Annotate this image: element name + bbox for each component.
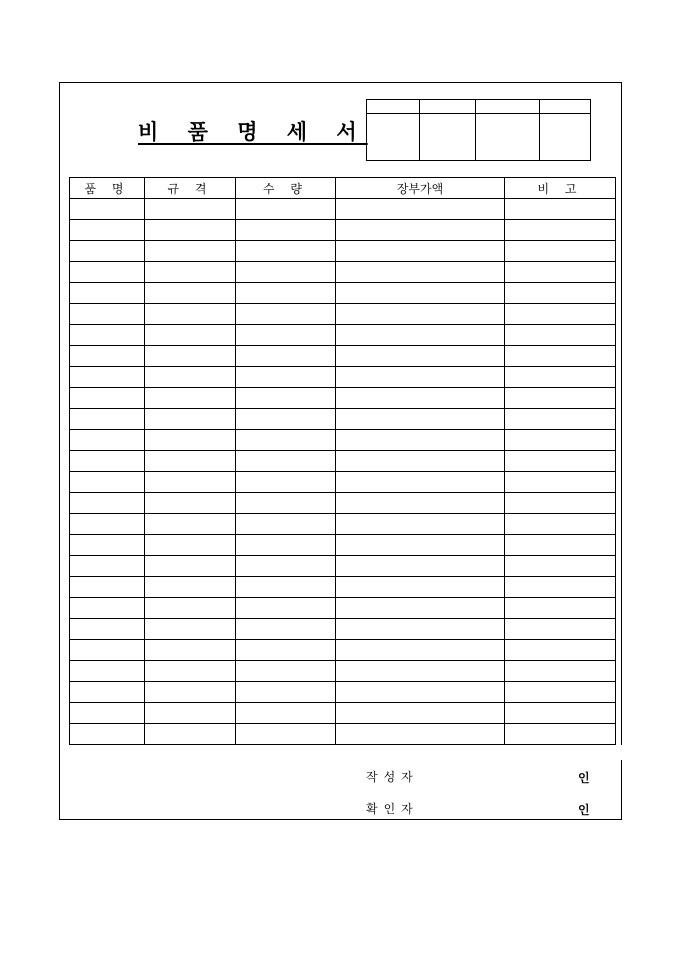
table-cell[interactable]	[236, 325, 336, 346]
table-cell[interactable]	[145, 493, 236, 514]
approval-box	[366, 99, 591, 161]
table-cell[interactable]	[145, 556, 236, 577]
table-cell[interactable]	[70, 346, 145, 367]
table-cell[interactable]	[336, 262, 505, 283]
table-cell[interactable]	[505, 409, 616, 430]
table-cell[interactable]	[505, 724, 616, 745]
table-cell[interactable]	[70, 241, 145, 262]
table-cell[interactable]	[336, 619, 505, 640]
table-cell[interactable]	[336, 325, 505, 346]
table-cell[interactable]	[336, 556, 505, 577]
table-cell[interactable]	[336, 283, 505, 304]
table-row	[70, 598, 616, 619]
table-row	[70, 367, 616, 388]
table-cell[interactable]	[70, 598, 145, 619]
table-row	[70, 430, 616, 451]
table-cell[interactable]	[336, 346, 505, 367]
table-cell[interactable]	[336, 367, 505, 388]
table-cell[interactable]	[236, 556, 336, 577]
table-cell[interactable]	[236, 598, 336, 619]
table-row	[70, 619, 616, 640]
table-row	[70, 409, 616, 430]
table-cell[interactable]	[336, 430, 505, 451]
table-cell[interactable]	[70, 472, 145, 493]
table-cell[interactable]	[145, 535, 236, 556]
table-cell[interactable]	[505, 535, 616, 556]
table-cell[interactable]	[336, 409, 505, 430]
table-cell[interactable]	[236, 304, 336, 325]
table-cell[interactable]	[145, 304, 236, 325]
table-cell[interactable]	[145, 682, 236, 703]
checker-seal: 인	[578, 803, 590, 817]
approval-header-cell[interactable]	[476, 100, 540, 114]
table-cell[interactable]	[505, 451, 616, 472]
table-cell[interactable]	[336, 220, 505, 241]
table-cell[interactable]	[145, 346, 236, 367]
table-cell[interactable]	[145, 577, 236, 598]
table-row	[70, 304, 616, 325]
table-cell[interactable]	[505, 262, 616, 283]
table-row	[70, 346, 616, 367]
table-cell[interactable]	[236, 703, 336, 724]
checker-label: 확인자	[366, 802, 419, 816]
table-cell[interactable]	[505, 514, 616, 535]
document-title: 비 품 명 세 서	[138, 119, 368, 144]
table-row	[70, 556, 616, 577]
table-row	[70, 493, 616, 514]
table-cell[interactable]	[505, 304, 616, 325]
table-cell[interactable]	[70, 451, 145, 472]
table-cell[interactable]	[236, 472, 336, 493]
table-row	[70, 262, 616, 283]
table-cell[interactable]	[70, 325, 145, 346]
table-cell[interactable]	[145, 661, 236, 682]
table-cell[interactable]	[236, 346, 336, 367]
table-cell[interactable]	[505, 199, 616, 220]
table-cell[interactable]	[236, 451, 336, 472]
table-cell[interactable]	[70, 619, 145, 640]
table-cell[interactable]	[145, 241, 236, 262]
approval-sign-cell[interactable]	[540, 114, 591, 161]
table-cell[interactable]	[236, 262, 336, 283]
table-cell[interactable]	[505, 325, 616, 346]
table-cell[interactable]	[70, 514, 145, 535]
table-cell[interactable]	[336, 535, 505, 556]
table-cell[interactable]	[145, 703, 236, 724]
table-row	[70, 220, 616, 241]
approval-sign-cell[interactable]	[420, 114, 476, 161]
table-cell[interactable]	[145, 283, 236, 304]
table-cell[interactable]	[70, 304, 145, 325]
table-cell[interactable]	[236, 388, 336, 409]
table-cell[interactable]	[145, 199, 236, 220]
frame-gap	[621, 745, 624, 760]
table-cell[interactable]	[145, 262, 236, 283]
table-cell[interactable]	[505, 241, 616, 262]
approval-header-cell[interactable]	[420, 100, 476, 114]
approval-header-cell[interactable]	[540, 100, 591, 114]
items-table	[69, 177, 616, 745]
table-cell[interactable]	[145, 325, 236, 346]
table-cell[interactable]	[70, 493, 145, 514]
table-cell[interactable]	[236, 283, 336, 304]
table-cell[interactable]	[505, 472, 616, 493]
table-cell[interactable]	[505, 220, 616, 241]
table-row	[70, 577, 616, 598]
table-cell[interactable]	[236, 409, 336, 430]
table-cell[interactable]	[505, 430, 616, 451]
table-cell[interactable]	[236, 241, 336, 262]
table-cell[interactable]	[336, 388, 505, 409]
table-cell[interactable]	[236, 430, 336, 451]
header-spec: 규 격	[145, 178, 236, 199]
table-cell[interactable]	[336, 640, 505, 661]
table-cell[interactable]	[336, 598, 505, 619]
table-cell[interactable]	[145, 472, 236, 493]
header-remarks: 비 고	[505, 178, 616, 199]
table-cell[interactable]	[505, 493, 616, 514]
header-quantity: 수 량	[236, 178, 336, 199]
table-row	[70, 514, 616, 535]
table-cell[interactable]	[336, 472, 505, 493]
table-cell[interactable]	[505, 388, 616, 409]
table-row	[70, 388, 616, 409]
table-cell[interactable]	[336, 493, 505, 514]
table-cell[interactable]	[70, 703, 145, 724]
table-cell[interactable]	[505, 661, 616, 682]
table-cell[interactable]	[70, 367, 145, 388]
table-cell[interactable]	[70, 682, 145, 703]
table-cell[interactable]	[236, 367, 336, 388]
table-row	[70, 682, 616, 703]
table-cell[interactable]	[336, 199, 505, 220]
table-row	[70, 535, 616, 556]
table-cell[interactable]	[505, 346, 616, 367]
table-cell[interactable]	[145, 409, 236, 430]
table-cell[interactable]	[505, 556, 616, 577]
table-cell[interactable]	[336, 514, 505, 535]
table-cell[interactable]	[70, 724, 145, 745]
table-cell[interactable]	[236, 661, 336, 682]
table-cell[interactable]	[236, 493, 336, 514]
table-cell[interactable]	[70, 556, 145, 577]
table-cell[interactable]	[336, 451, 505, 472]
table-cell[interactable]	[336, 682, 505, 703]
table-cell[interactable]	[70, 535, 145, 556]
header-book-value: 장부가액	[336, 178, 505, 199]
table-cell[interactable]	[145, 388, 236, 409]
table-row	[70, 283, 616, 304]
table-cell[interactable]	[145, 619, 236, 640]
table-cell[interactable]	[236, 514, 336, 535]
table-cell[interactable]	[70, 199, 145, 220]
table-cell[interactable]	[336, 724, 505, 745]
table-row	[70, 451, 616, 472]
table-cell[interactable]	[70, 262, 145, 283]
table-row	[70, 325, 616, 346]
table-cell[interactable]	[70, 430, 145, 451]
writer-seal: 인	[578, 771, 590, 785]
table-cell[interactable]	[336, 703, 505, 724]
table-cell[interactable]	[145, 367, 236, 388]
table-cell[interactable]	[236, 640, 336, 661]
table-cell[interactable]	[145, 451, 236, 472]
table-row	[70, 661, 616, 682]
table-cell[interactable]	[236, 724, 336, 745]
approval-sign-cell[interactable]	[367, 114, 420, 161]
table-cell[interactable]	[236, 682, 336, 703]
table-cell[interactable]	[505, 598, 616, 619]
table-row	[70, 640, 616, 661]
writer-label: 작성자	[366, 770, 419, 784]
table-cell[interactable]	[505, 283, 616, 304]
header-item-name: 품 명	[70, 178, 145, 199]
table-cell[interactable]	[505, 367, 616, 388]
table-cell[interactable]	[336, 577, 505, 598]
table-cell[interactable]	[145, 598, 236, 619]
table-cell[interactable]	[70, 409, 145, 430]
table-cell[interactable]	[70, 388, 145, 409]
table-row	[70, 472, 616, 493]
table-cell[interactable]	[145, 514, 236, 535]
table-cell[interactable]	[145, 430, 236, 451]
table-cell[interactable]	[145, 220, 236, 241]
table-cell[interactable]	[505, 703, 616, 724]
table-row	[70, 241, 616, 262]
table-cell[interactable]	[236, 577, 336, 598]
table-cell[interactable]	[70, 577, 145, 598]
table-cell[interactable]	[70, 220, 145, 241]
approval-sign-cell[interactable]	[476, 114, 540, 161]
table-cell[interactable]	[236, 199, 336, 220]
table-cell[interactable]	[236, 535, 336, 556]
table-row	[70, 199, 616, 220]
table-cell[interactable]	[336, 661, 505, 682]
table-cell[interactable]	[505, 619, 616, 640]
table-cell[interactable]	[505, 577, 616, 598]
table-cell[interactable]	[236, 220, 336, 241]
table-cell[interactable]	[236, 619, 336, 640]
table-cell[interactable]	[70, 661, 145, 682]
table-cell[interactable]	[336, 304, 505, 325]
table-cell[interactable]	[336, 241, 505, 262]
table-cell[interactable]	[70, 640, 145, 661]
table-cell[interactable]	[70, 283, 145, 304]
table-cell[interactable]	[145, 640, 236, 661]
table-cell[interactable]	[145, 724, 236, 745]
table-row	[70, 703, 616, 724]
table-cell[interactable]	[505, 640, 616, 661]
table-row	[70, 724, 616, 745]
table-cell[interactable]	[505, 682, 616, 703]
approval-header-cell[interactable]	[367, 100, 420, 114]
